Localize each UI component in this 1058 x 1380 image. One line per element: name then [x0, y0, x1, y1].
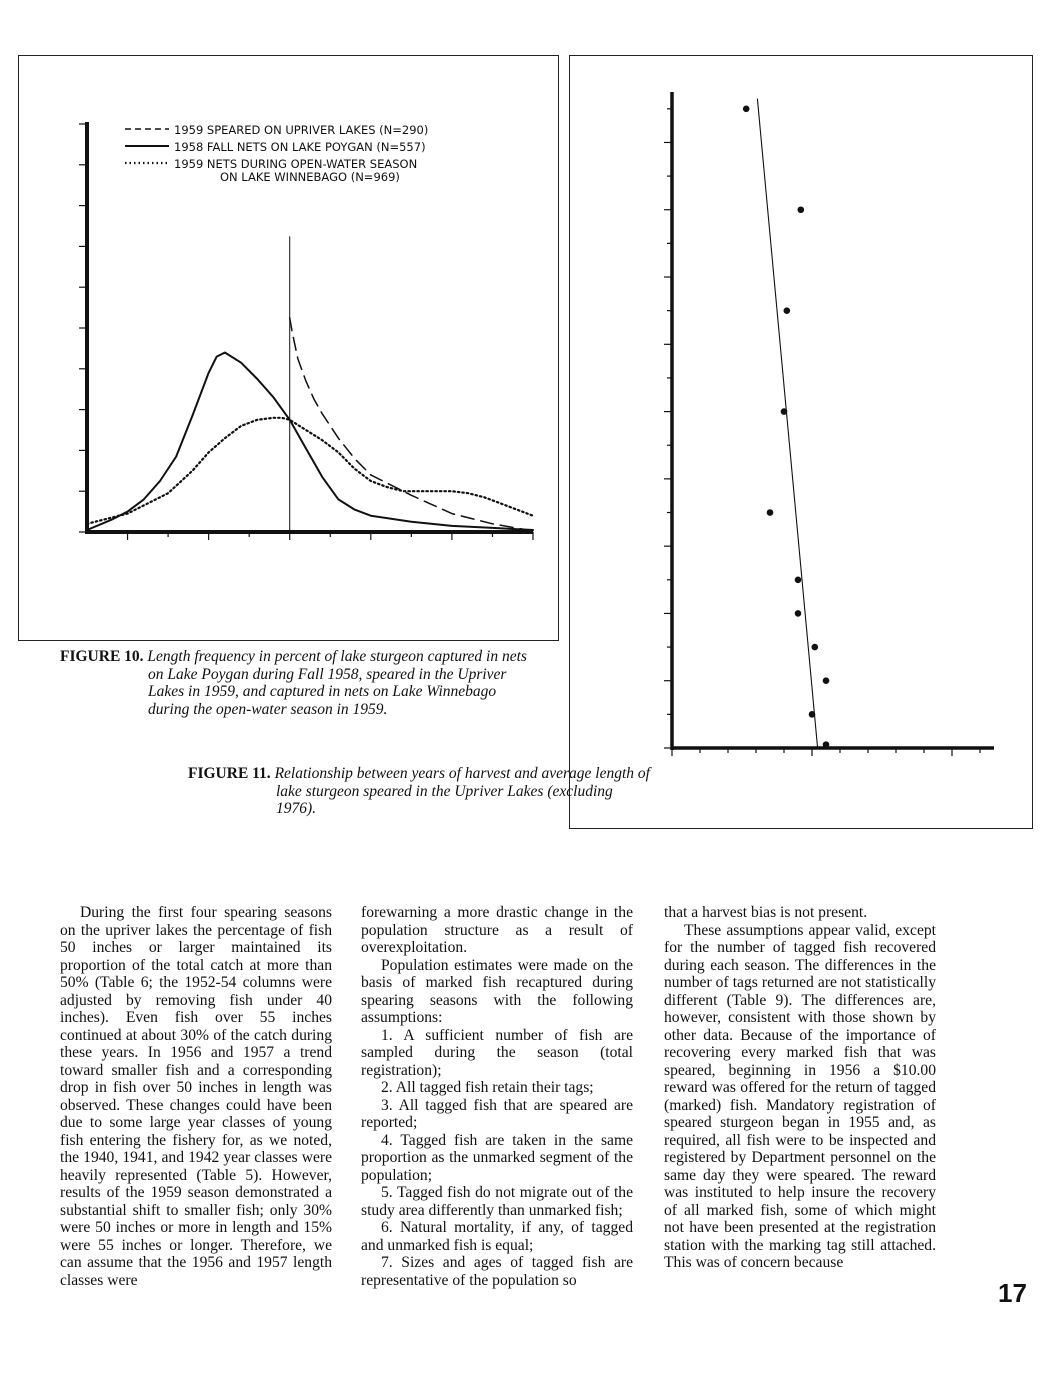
assumption-item: 3. All tagged fish that are speared are reported;: [361, 1096, 633, 1131]
text-column-3: [664, 904, 936, 1272]
figure-10-caption-text: Length frequency in percent of lake sturgeon captured in nets on Lake Poygan during Fall 1958, speared in the Upriver Lakes in 1959, and captured in nets on Lake Winnebago during the open-water season in 1959.: [147, 648, 527, 718]
data-point: [809, 711, 816, 718]
figure-11-caption: [188, 765, 652, 818]
data-point: [798, 206, 805, 213]
figure-10-caption-label: FIGURE 10.: [60, 648, 144, 665]
series-line-open-water-1959: [87, 418, 533, 524]
data-point: [812, 644, 819, 651]
data-point: [781, 408, 788, 415]
series-line-fall-nets-1958: [87, 353, 533, 531]
data-point: [743, 106, 750, 113]
figure-11-chart: [570, 56, 1034, 830]
legend-entry: 1959 SPEARED ON UPRIVER LAKES (N=290): [174, 123, 429, 137]
paragraph: that a harvest bias is not present.: [664, 904, 868, 921]
figure-11-caption-label: FIGURE 11.: [188, 765, 271, 782]
paragraph: During the first four spearing seasons on the upriver lakes the percentage of fish 50 inches or larger maintained its proportion of the total catch at more than 50% (Table 6; the 1952-54 columns were adjusted by removing fish under 40 inches). Even fish over 55 inches continued at about 30% of the catch during these years. In 1956 and 1957 a trend toward smaller fish and a corresponding drop in fish over 50 inches in length was observed. These changes could have been due to some large year classes of young fish entering the fishery for, as we noted, the 1940, 1941, and 1942 year classes were heavily represented (Table 5). However, results of the 1959 season demonstrated a substantial shift to smaller fish; only 30% were 50 inches or more in length and 15% were 55 inches or longer. Therefore, we can assume that the 1956 and 1957 length classes were: [60, 904, 332, 1289]
text-column-1: [60, 904, 332, 1289]
page-number: 17: [998, 1278, 1027, 1308]
legend-entry: 1958 FALL NETS ON LAKE POYGAN (N=557): [174, 140, 426, 154]
figure-11-frame: [569, 55, 1033, 829]
data-point: [784, 307, 791, 314]
series-line-speared-1959: [290, 318, 533, 531]
data-point: [795, 576, 802, 583]
data-point: [795, 610, 802, 617]
data-point: [823, 677, 830, 684]
assumption-item: 7. Sizes and ages of tagged fish are representative of the population so: [361, 1254, 633, 1289]
text-column-2: [361, 904, 633, 1289]
figure-10-chart: [19, 56, 560, 642]
figure-10-caption: [60, 648, 528, 718]
legend-entry: 1959 NETS DURING OPEN-WATER SEASON ON LAKE WINNEBAGO (N=969): [174, 157, 418, 184]
figure-11-caption-text: Relationship between years of harvest and average length of lake sturgeon speared in the Upriver Lakes (excluding 1976).: [274, 765, 650, 817]
assumption-item: 5. Tagged fish do not migrate out of the study area differently than unmarked fish;: [361, 1184, 633, 1219]
assumption-item: 6. Natural mortality, if any, of tagged and unmarked fish is equal;: [361, 1219, 633, 1254]
paragraph: These assumptions appear valid, except for the number of tagged fish recovered during each season. The differences in the number of tags returned are not statistically different (Table 9). The differences are, however, consistent with those shown by other data. Because of the importance of recovering every marked fish that was speared, beginning in 1956 a $10.00 reward was offered for the return of tagged (marked) fish. Mandatory registration of speared sturgeon began in 1955 and, as required, all fish were to be inspected and registered by Department personnel on the same day they were speared. The reward was instituted to help insure the recovery of all marked fish, some of which might not have been presented at the registration station with the marking tag still attached. This was of concern because: [664, 921, 936, 1271]
data-point: [823, 741, 830, 748]
assumption-item: 2. All tagged fish retain their tags;: [381, 1079, 594, 1096]
paragraph: Population estimates were made on the basis of marked fish recaptured during spearing seasons with the following assumptions:: [361, 956, 633, 1026]
paragraph: forewarning a more drastic change in the population structure as a result of overexploitation.: [361, 904, 633, 956]
data-point: [767, 509, 774, 516]
figure-10-frame: [18, 55, 559, 641]
assumption-item: 1. A sufficient number of fish are sampled during the season (total registration);: [361, 1026, 633, 1079]
assumption-item: 4. Tagged fish are taken in the same proportion as the unmarked segment of the population;: [361, 1131, 633, 1184]
regression-line: [757, 99, 817, 748]
